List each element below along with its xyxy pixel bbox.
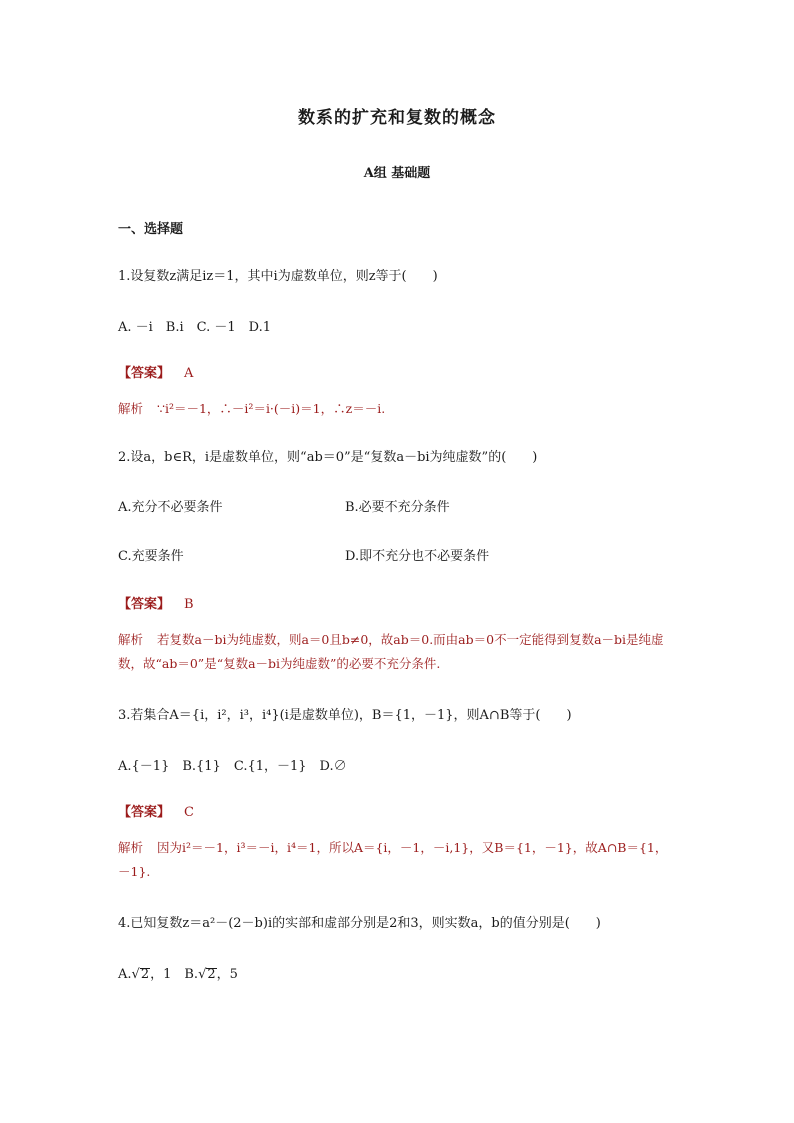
page-title: 数系的扩充和复数的概念: [298, 108, 496, 128]
answer-value: B: [184, 597, 194, 612]
option-rest-a: ，1 B.: [150, 967, 199, 982]
question-1-options: A. －i B.i C. －1 D.1: [118, 320, 272, 335]
question-1-stem: 1.设复数z满足iz＝1，其中i为虚数单位，则z等于( ): [118, 269, 438, 284]
question-2-explanation: [118, 628, 678, 676]
option-rest-b: ，5: [216, 967, 238, 982]
answer-label: 【答案】: [118, 366, 171, 381]
option-a-prefix: A.: [118, 967, 132, 982]
explanation-text: ∵i²＝－1，∴－i²＝i·(－i)＝1，∴z＝－i.: [157, 401, 386, 416]
question-3-options: A.{－1} B.{1} C.{1，－1} D.∅: [118, 759, 347, 774]
question-1-answer: [118, 362, 193, 381]
explanation-tag: 解析: [118, 840, 144, 855]
question-4-options: [118, 963, 238, 982]
explanation-text: 若复数a－bi为纯虚数，则a＝0且b≠0，故ab＝0.而由ab＝0不一定能得到复数a－bi是纯虚数，故“ab＝0”是“复数a－bi为纯虚数”的必要不充分条件.: [118, 632, 664, 671]
explanation-tag: 解析: [118, 632, 144, 647]
question-3-answer: [118, 801, 194, 820]
group-subtitle: A组 基础题: [363, 166, 431, 181]
question-2-option-c: C.充要条件: [118, 549, 184, 564]
question-2-option-b: B.必要不充分条件: [345, 500, 450, 515]
question-4-stem: 4.已知复数z＝a²－(2－b)i的实部和虚部分别是2和3，则实数a，b的值分别是( ): [118, 916, 601, 931]
question-2-stem: 2.设a，b∈R，i是虚数单位，则“ab＝0”是“复数a－bi为纯虚数”的( ): [118, 450, 538, 465]
sqrt-symbol: √: [131, 967, 140, 982]
sqrt-symbol: √: [198, 967, 207, 982]
answer-value: C: [184, 805, 194, 820]
question-3-stem: 3.若集合A＝{i，i²，i³，i⁴}(i是虚数单位)，B＝{1，－1}，则A∩B等于( ): [118, 708, 572, 723]
radicand: 2: [207, 967, 216, 982]
answer-value: A: [184, 366, 194, 381]
explanation-text: 因为i²＝－1，i³＝－i，i⁴＝1，所以A＝{i，－1，－i,1}，又B＝{1，－1}，故A∩B＝{1，－1}.: [118, 840, 668, 879]
question-2-option-a: A.充分不必要条件: [118, 500, 223, 515]
explanation-tag: 解析: [118, 401, 144, 416]
section-heading: 一、选择题: [118, 222, 184, 237]
question-2-answer: [118, 593, 194, 612]
radicand: 2: [140, 967, 150, 982]
question-2-option-d: D.即不充分也不必要条件: [345, 549, 490, 564]
question-3-explanation: [118, 836, 678, 884]
answer-label: 【答案】: [118, 805, 171, 820]
answer-label: 【答案】: [118, 597, 171, 612]
question-1-explanation: [118, 397, 678, 421]
